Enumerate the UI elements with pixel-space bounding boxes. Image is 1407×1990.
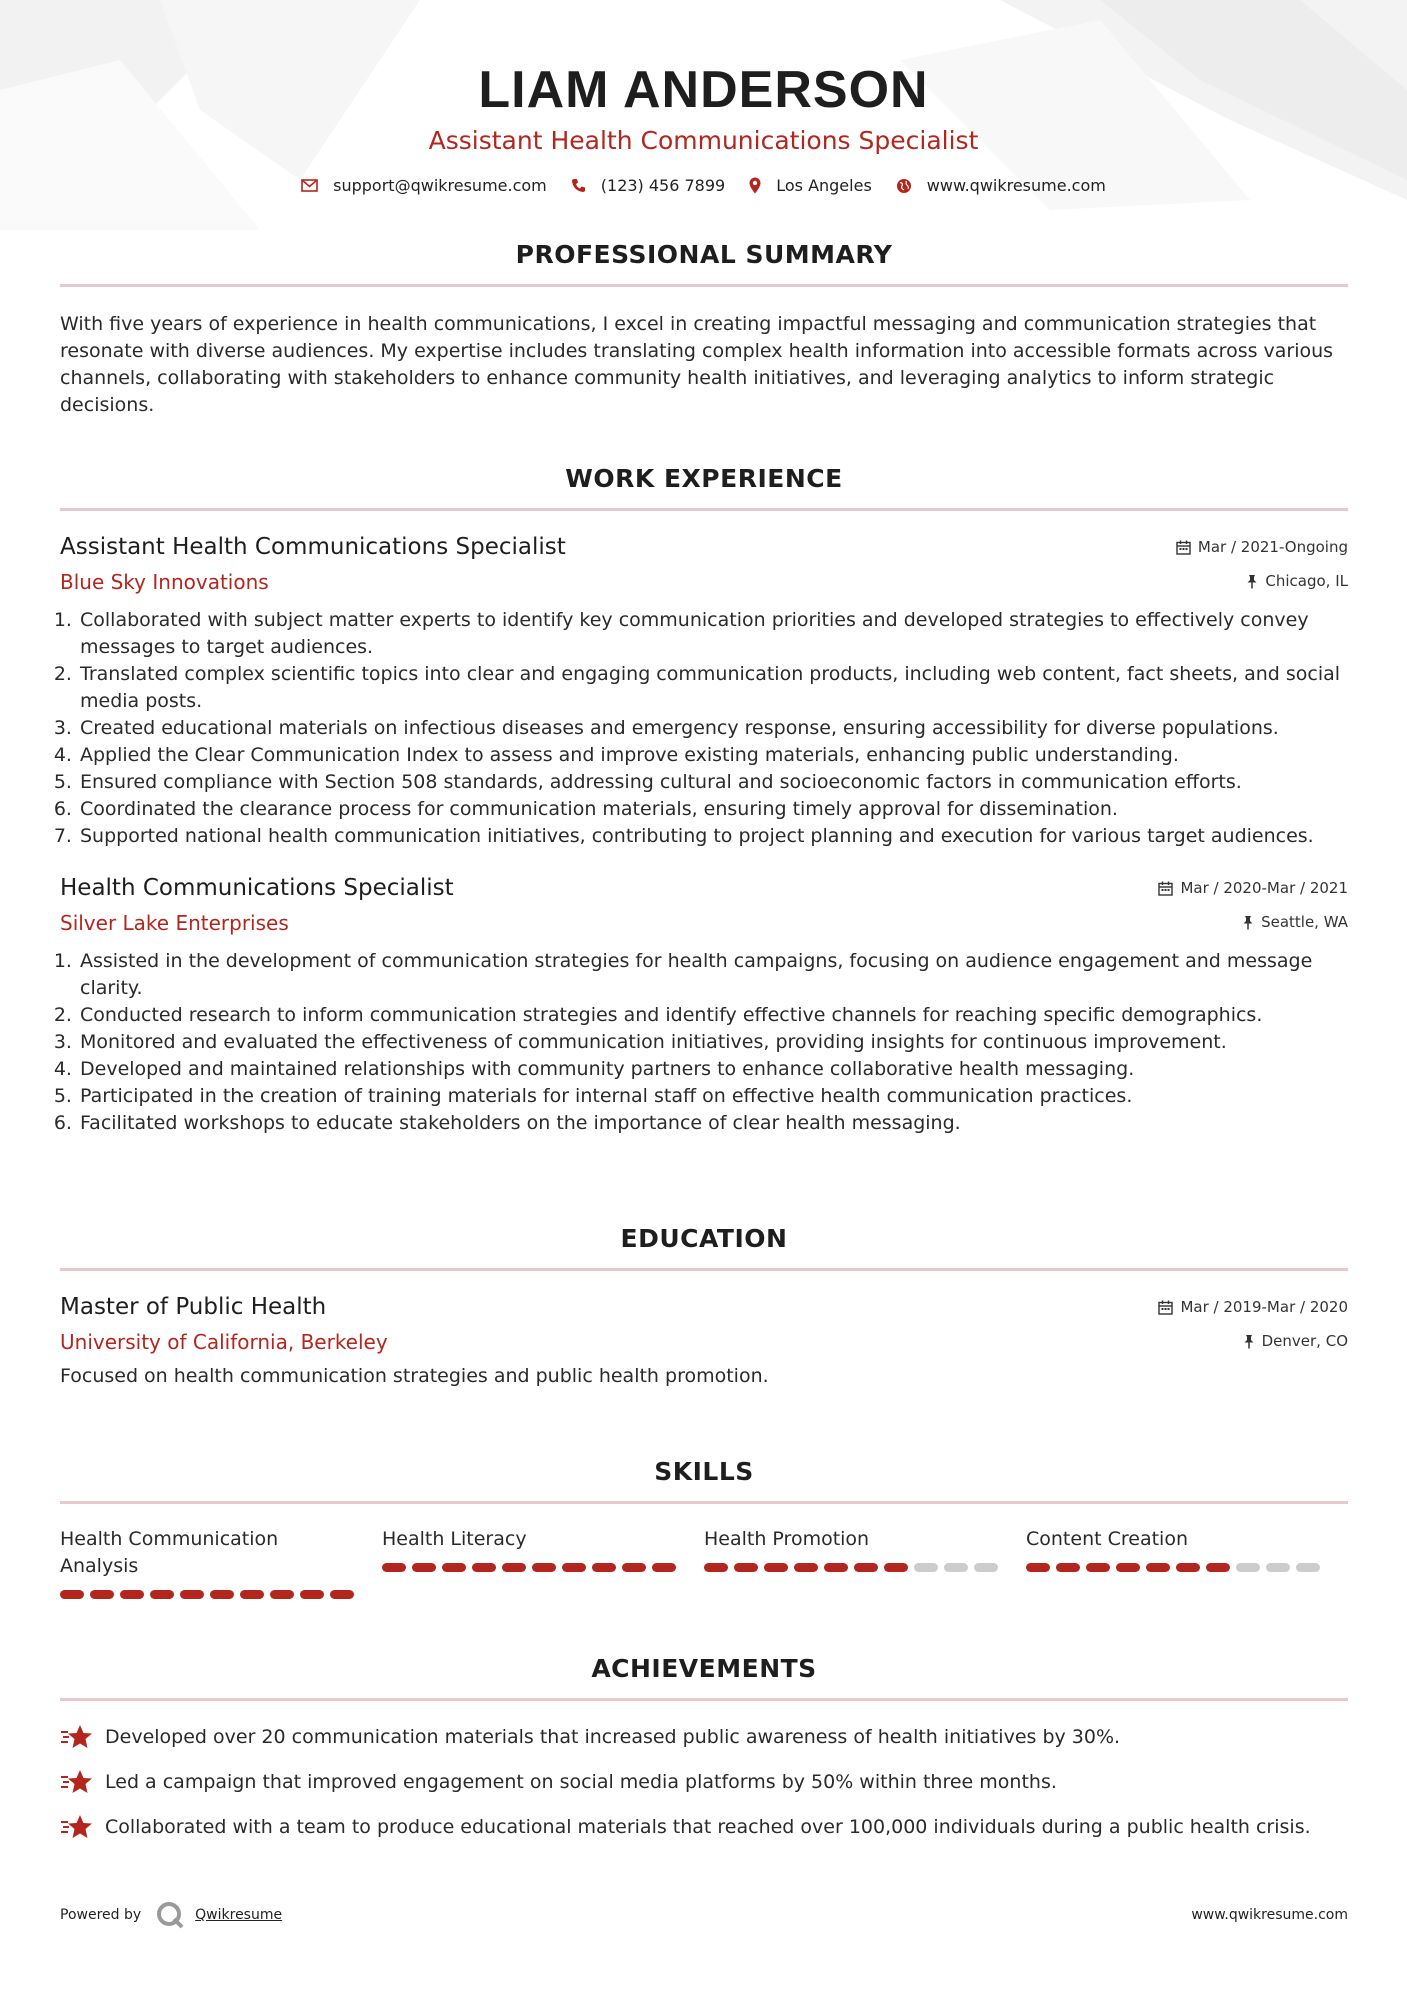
skill-dot-filled [652,1563,676,1572]
skill-dot-empty [1266,1563,1290,1572]
job-company: Blue Sky Innovations [60,570,269,594]
summary-text: With five years of experience in health communications, I excel in creating impactful messaging and communication strategies that resonate with diverse audiences. My expertise includes translating complex health information into accessible formats across various channels, collaborating with stakeholders to enhance community health initiatives, and leveraging analytics to inform strategic decisions. [60,313,1334,416]
resume-header [0,58,1407,195]
skill-dot-filled [704,1563,728,1572]
achievement-text: Developed over 20 communication materials that increased public awareness of health initiatives by 30%. [105,1725,1121,1748]
skill-dot-filled [1056,1563,1080,1572]
job-bullets [60,607,1348,850]
degree-title: Master of Public Health [60,1294,327,1320]
skill-dot-filled [824,1563,848,1572]
education-heading: EDUCATION [620,1224,788,1253]
skill-name: Health Literacy [382,1528,527,1550]
job-company: Silver Lake Enterprises [60,911,289,935]
skill-dot-filled [1206,1563,1230,1572]
job-title: Assistant Health Communications Specialist [60,534,566,560]
skill-dot-filled [734,1563,758,1572]
section-divider [60,284,1348,287]
skill-dot-filled [592,1563,616,1572]
pushpin-icon [1246,574,1258,589]
skill-dot-filled [300,1590,324,1599]
education-dates: Mar / 2019-Mar / 2020 [1180,1298,1348,1316]
list-item: 1. Assisted in the development of communication strategies for health campaigns, focusing on audience engagement and message clarity. [78,948,1348,1002]
skill-dot-empty [914,1563,938,1572]
skill-dot-filled [794,1563,818,1572]
list-item: 4. Developed and maintained relationships with community partners to enhance collaborative health messaging. [78,1056,1348,1083]
list-item: 6. Coordinated the clearance process for communication materials, ensuring timely approval for dissemination. [78,796,1348,823]
summary-section [60,238,1348,419]
section-divider [60,508,1348,511]
achievements-section [60,1652,1348,1858]
achievement-item [60,1723,1348,1751]
experience-heading: WORK EXPERIENCE [565,464,843,493]
skill-dot-filled [562,1563,586,1572]
list-item: 3. Created educational materials on infectious diseases and emergency response, ensuring accessibility for diverse populations. [78,715,1348,742]
skill-dot-filled [150,1590,174,1599]
contact-email-text: support@qwikresume.com [333,176,547,195]
skills-section [60,1455,1348,1599]
star-badge-icon [60,1768,93,1796]
skill-dot-filled [1026,1563,1050,1572]
achievement-text: Led a campaign that improved engagement on social media platforms by 50% within three months. [105,1770,1057,1793]
skill-name: Health Communication Analysis [60,1528,279,1577]
list-item: 6. Facilitated workshops to educate stakeholders on the importance of clear health messaging. [78,1110,1348,1137]
list-item: 7. Supported national health communication initiatives, contributing to project planning and execution for various target audiences. [78,823,1348,850]
calendar-icon [1158,881,1173,896]
footer-website[interactable]: www.qwikresume.com [1191,1907,1348,1923]
skill-dot-filled [1146,1563,1170,1572]
skill-dot-empty [1296,1563,1320,1572]
skill-dot-filled [764,1563,788,1572]
skill-dot-filled [472,1563,496,1572]
summary-heading: PROFESSIONAL SUMMARY [515,240,893,269]
skill-name: Health Promotion [704,1528,870,1550]
skill-rating [60,1590,382,1599]
list-item: 5. Ensured compliance with Section 508 standards, addressing cultural and socioeconomic factors in communication efforts. [78,769,1348,796]
skill-rating [1026,1563,1348,1572]
list-item: 5. Participated in the creation of training materials for internal staff on effective health communication practices. [78,1083,1348,1110]
contact-phone-text: (123) 456 7899 [600,176,726,195]
skill-dot-filled [442,1563,466,1572]
skill-dot-empty [1236,1563,1260,1572]
list-item: 2. Translated complex scientific topics into clear and engaging communication products, including web content, fact sheets, and social media posts. [78,661,1348,715]
achievement-item [60,1768,1348,1796]
skill-rating [382,1563,704,1572]
list-item: 1. Collaborated with subject matter experts to identify key communication priorities and developed strategies to effectively convey messages to target audiences. [78,607,1348,661]
skill-dot-filled [60,1590,84,1599]
skill-dot-filled [1176,1563,1200,1572]
list-item: 3. Monitored and evaluated the effectiveness of communication initiatives, providing insights for continuous improvement. [78,1029,1348,1056]
page-footer [60,1900,1348,1930]
job-dates: Mar / 2021-Ongoing [1197,538,1348,556]
skill-dot-filled [1086,1563,1110,1572]
list-item: 2. Conducted research to inform communication strategies and identify effective channels for reaching specific demographics. [78,1002,1348,1029]
skill-dot-filled [502,1563,526,1572]
skill-dot-filled [884,1563,908,1572]
achievement-text: Collaborated with a team to produce educational materials that reached over 100,000 individuals during a public health crisis. [105,1815,1311,1838]
skill-dot-filled [180,1590,204,1599]
skill-dot-filled [90,1590,114,1599]
powered-by-label: Powered by [60,1907,142,1923]
school-name: University of California, Berkeley [60,1330,388,1354]
education-description: Focused on health communication strategies and public health promotion. [60,1365,769,1387]
candidate-name: LIAM ANDERSON [478,61,929,119]
job-dates: Mar / 2020-Mar / 2021 [1180,879,1348,897]
achievements-list [60,1723,1348,1841]
education-location: Denver, CO [1261,1332,1348,1350]
achievements-heading: ACHIEVEMENTS [591,1654,817,1683]
skill-item [1026,1526,1348,1599]
skill-dot-filled [854,1563,878,1572]
contact-phone[interactable] [571,176,725,195]
pushpin-icon [1243,1334,1255,1349]
powered-by [60,1900,282,1930]
job-bullets [60,948,1348,1137]
education-section [60,1222,1348,1390]
skill-dot-filled [1116,1563,1140,1572]
skill-dot-filled [210,1590,234,1599]
education-entry [60,1291,1348,1390]
map-pin-icon [749,177,761,194]
envelope-icon [301,179,318,192]
section-divider [60,1501,1348,1504]
achievement-item [60,1813,1348,1841]
star-badge-icon [60,1723,93,1751]
section-divider [60,1698,1348,1701]
skill-rating [704,1563,1026,1572]
job-entry [60,531,1348,850]
skill-name: Content Creation [1026,1528,1188,1550]
skill-dot-filled [382,1563,406,1572]
list-item: 4. Applied the Clear Communication Index to assess and improve existing materials, enhancing public understanding. [78,742,1348,769]
contact-location [749,176,872,195]
globe-icon [896,178,912,194]
phone-icon [571,178,586,193]
job-location: Seattle, WA [1261,913,1348,931]
pushpin-icon [1242,915,1254,930]
brand-link[interactable]: Qwikresume [195,1907,283,1923]
skill-dot-filled [412,1563,436,1572]
contact-website[interactable] [896,176,1106,195]
job-location: Chicago, IL [1265,572,1348,590]
skill-dot-empty [944,1563,968,1572]
job-entry [60,872,1348,1137]
experience-section [60,462,1348,1137]
skill-item [704,1526,1026,1599]
skill-dot-filled [120,1590,144,1599]
skill-dot-filled [622,1563,646,1572]
skill-dot-filled [270,1590,294,1599]
skill-item [382,1526,704,1599]
contact-location-text: Los Angeles [776,176,872,195]
skill-dot-filled [240,1590,264,1599]
contact-email[interactable] [301,176,547,195]
star-badge-icon [60,1813,93,1841]
skill-dot-filled [532,1563,556,1572]
section-divider [60,1268,1348,1271]
calendar-icon [1158,1300,1173,1315]
job-title: Health Communications Specialist [60,875,454,901]
candidate-title: Assistant Health Communications Specialist [428,126,979,155]
contact-bar [0,176,1407,195]
skill-dot-filled [330,1590,354,1599]
skill-dot-empty [974,1563,998,1572]
qwikresume-logo-icon [155,1900,185,1930]
contact-website-text: www.qwikresume.com [926,176,1106,195]
skills-grid [60,1526,1348,1599]
skills-heading: SKILLS [654,1457,754,1486]
calendar-icon [1176,540,1191,555]
skill-item [60,1526,382,1599]
